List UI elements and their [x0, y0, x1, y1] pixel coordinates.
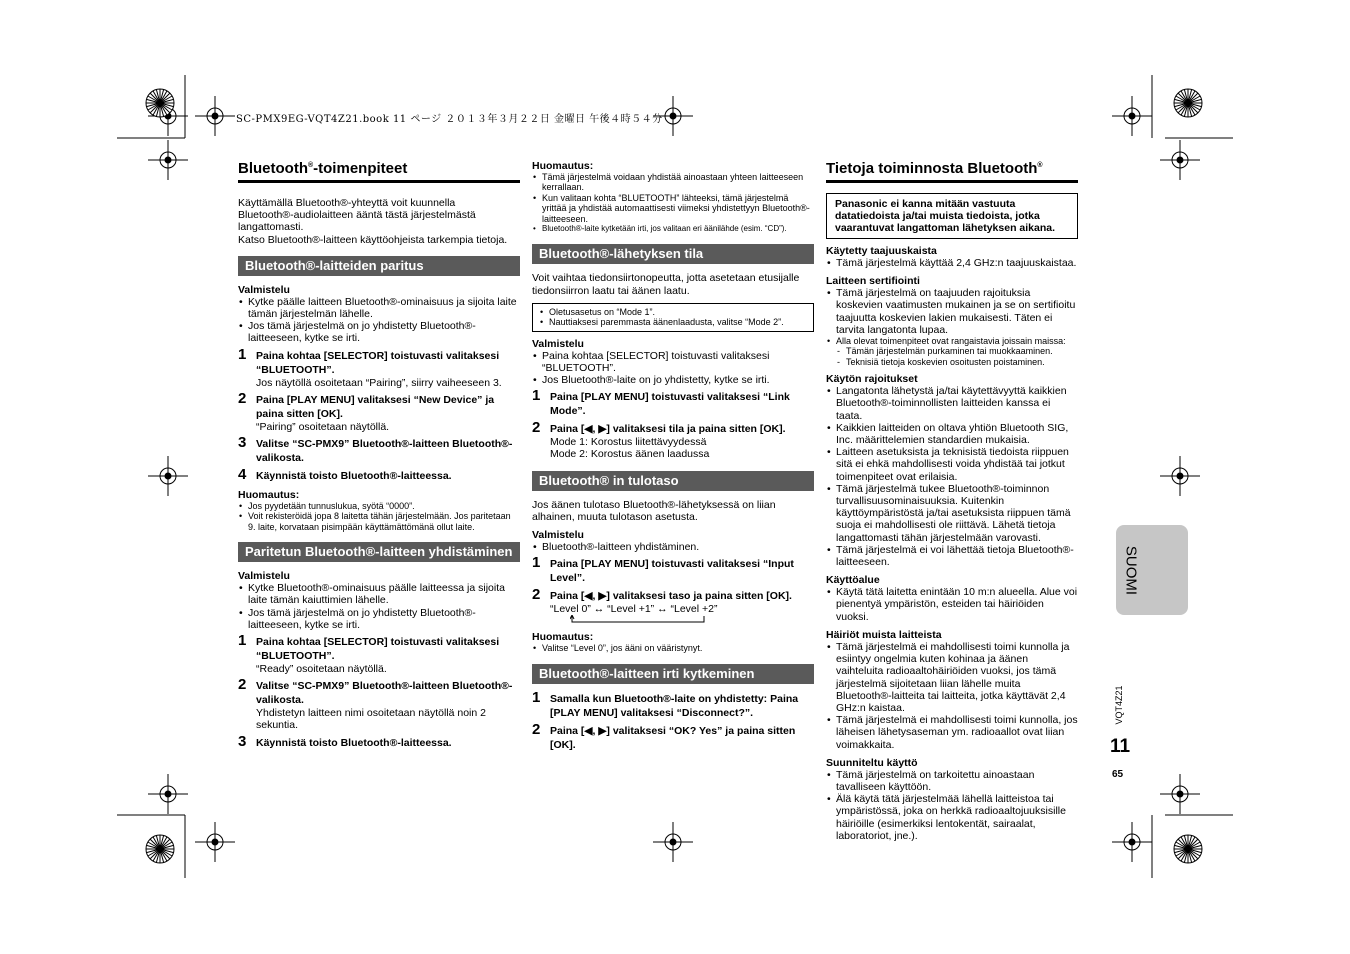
list-item: • Kytke Bluetooth®-ominaisuus päälle laitteessa ja sijoita laite tämän kaiuttimien lähelle.: [238, 582, 520, 606]
prep-label: Valmistelu: [532, 529, 584, 542]
registration-target-icon: [146, 835, 174, 863]
step-1: 1 Paina [PLAY MENU] toistuvasti valitaksesi “Input Level”.: [532, 554, 794, 585]
list-item: • Paina kohtaa [SELECTOR] toistuvasti valitaksesi “BLUETOOTH”.: [532, 350, 814, 374]
note-list: [532, 643, 814, 653]
list-item: • Tämä järjestelmä on taajuuden rajoituksia koskevien vaatimusten mukainen ja se on sertifioitu taajuutta koskevien lakien mukaisesti. Täten ei tarvita langatonta lupaa.: [826, 287, 1078, 336]
freq-label: Käytetty taajuuskaista: [826, 245, 937, 257]
cert-label: Laitteen sertifiointi: [826, 275, 920, 288]
body-text: Voit vaihtaa tiedonsiirtonopeutta, jotta asetetaan etusijalle tiedonsiirron laatu tai äänen laatu.: [532, 272, 800, 297]
registration-target-icon: [1174, 89, 1202, 117]
registration-crosshair-icon: [148, 456, 188, 496]
heading-pairing: Bluetooth®-laitteiden paritus: [238, 256, 520, 276]
list-item: - Tämän järjestelmän purkaminen tai muokkaaminen.: [836, 346, 1078, 356]
heading-transmission-mode: Bluetooth®-lähetyksen tila: [532, 244, 814, 264]
heading-connect-paired: Paritetun Bluetooth®-laitteen yhdistäminen: [238, 542, 520, 562]
step-2: 2 Paina [◀, ▶] valitaksesi taso ja paina sitten [OK]. “Level 0” ↔ “Level +1” ↔ “Level +2”: [532, 589, 814, 625]
note-label: Huomautus:: [238, 489, 300, 502]
prep-label: Valmistelu: [238, 283, 290, 296]
limit-label: Käytön rajoitukset: [826, 373, 918, 386]
registration-crosshair-icon: [1112, 822, 1152, 862]
step-2: 2 Paina [◀, ▶] valitaksesi tila ja paina sitten [OK]. Mode 1: Korostus liitettävyydessä Mode 2: Korostus äänen laadussa: [532, 419, 786, 461]
page-number-small: 65: [1112, 769, 1124, 780]
list-item: • Langatonta lähetystä ja/tai käytettävyyttä kaikkien Bluetooth®-toiminnollisten laitteiden kanssa ei taata.: [826, 385, 1078, 422]
list-item: • Tämä järjestelmä tukee Bluetooth®-toiminnon turvallisuusominaisuuksia. Kuitenkin käyttöympäristöstä ja/tai asetuksista riippuen tämä suoja ei mahdollisesti ole riittävä. Lähetä tietoja langattomasti tähän järjestelmään varovasti.: [826, 483, 1078, 544]
prep-label: Valmistelu: [532, 337, 584, 350]
step-4: 4 Käynnistä toisto Bluetooth®-laitteessa.: [238, 466, 452, 484]
list-item: • Tämä järjestelmä ei voi lähettää tietoja Bluetooth®-laitteeseen.: [826, 544, 1078, 568]
list-item: • Alla olevat toimenpiteet ovat rangaistavia joissain maissa:: [826, 336, 1078, 346]
area-label: Käyttöalue: [826, 574, 880, 587]
list-item: • Jos pyydetään tunnuslukua, syötä “0000”.: [238, 501, 520, 511]
list-item: • Bluetooth®-laitteen yhdistäminen.: [532, 541, 814, 553]
step-2: 2 Paina [PLAY MENU] valitaksesi “New Device” ja paina sitten [OK]. “Pairing” osoitetaan näytöllä.: [238, 389, 495, 433]
list-item: • Bluetooth®-laite kytketään irti, jos valitaan eri äänilähde (esim. “CD”).: [532, 224, 814, 234]
registration-crosshair-icon: [653, 822, 693, 862]
disclaimer-box: Panasonic ei kanna mitään vastuuta datatiedoista ja/tai muista tiedoista, jotka vaarantuvat langattoman lähetyksen aikana.: [826, 193, 1078, 239]
level-cycle-arrow-icon: [570, 615, 710, 625]
list-item: • Tämä järjestelmä käyttää 2,4 GHz:n taajuuskaistaa.: [826, 257, 1078, 269]
list-item: • Tämä järjestelmä on tarkoitettu ainoastaan tavalliseen käyttöön.: [826, 769, 1078, 793]
intro-text: Käyttämällä Bluetooth®-yhteyttä voit kuunnella Bluetooth®-audiolaitteen ääntä tästä järjestelmästä langattomasti. Katso Bluetooth®-laitteen käyttöohjeista tarkempia tietoja.: [238, 197, 508, 246]
list-item: • Tämä järjestelmä ei mahdollisesti toimi kunnolla, jos läheisen lähetysaseman ym. radioaallot ovat liian voimakkaita.: [826, 714, 1078, 751]
registration-crosshair-icon: [1160, 456, 1200, 496]
list-item: • Valitse “Level 0”, jos ääni on vääristynyt.: [532, 643, 814, 653]
prep-list: [532, 350, 814, 387]
list-item: • Jos tämä järjestelmä on jo yhdistetty Bluetooth®-laitteeseen, kytke se irti.: [238, 320, 520, 344]
column-1: [238, 160, 520, 750]
step-1: 1 Paina [PLAY MENU] toistuvasti valitaksesi “Link Mode”.: [532, 387, 790, 418]
registration-target-icon: [146, 89, 174, 117]
list-item: • Nauttiaksesi paremmasta äänenlaadusta, valitse “Mode 2”.: [539, 317, 807, 327]
column-3: [826, 160, 1078, 842]
heading-disconnect: Bluetooth®-laitteen irti kytkeminen: [532, 664, 814, 684]
list-item: • Kun valitaan kohta “BLUETOOTH” lähteeksi, tämä järjestelmä yrittää ja yhdistää automaattisesti viimeksi yhdistettyyn Bluetooth®-laitteeseen.: [532, 193, 814, 224]
list-item: • Tämä järjestelmä ei mahdollisesti toimi kunnolla ja esiintyy ongelmia kuten kohinaa ja äänen vaihteluita radioaaltohäiriöiden vuoksi, jos tämä järjestelmä sijoitetaan liian lähelle muita Bluetooth®-laitteita tai laitteita, jotka käyttävät 2,4 GHz:n kaistaa.: [826, 641, 1078, 714]
step-1: 1 Paina kohtaa [SELECTOR] toistuvasti valitaksesi “BLUETOOTH”. “Ready” osoitetaan näytöllä.: [238, 632, 500, 676]
print-header-line: SC-PMX9EG-VQT4Z21.book 11 ページ ２０１３年３月２２日 金曜日 午後４時５４分: [236, 114, 663, 125]
registration-target-icon: [1174, 835, 1202, 863]
prep-list: [238, 582, 520, 631]
prep-list: [238, 296, 520, 345]
registration-crosshair-icon: [148, 140, 188, 180]
body-text: Jos äänen tulotaso Bluetooth®-lähetyksessä on liian alhainen, muuta tulotason asetusta.: [532, 498, 776, 523]
step-2: 2 Paina [◀, ▶] valitaksesi “OK? Yes” ja paina sitten [OK].: [532, 720, 796, 751]
heading-input-level: Bluetooth® in tulotaso: [532, 471, 814, 491]
list-item: - Teknisiä tietoja koskevien osoitusten poistaminen.: [836, 357, 1078, 367]
note-list: [532, 172, 814, 234]
step-2: 2 Valitse “SC-PMX9” Bluetooth®-laitteen Bluetooth®-valikosta. Yhdistetyn laitteen nimi osoitetaan näytöllä noin 2 sekuntia.: [238, 676, 513, 732]
language-tab-label: SUOMI: [1122, 545, 1140, 596]
registration-crosshair-icon: [1112, 96, 1152, 136]
step-1: 1 Paina kohtaa [SELECTOR] toistuvasti valitaksesi “BLUETOOTH”. Jos näytöllä osoitetaan “Pairing”, siirry vaiheeseen 3.: [238, 345, 502, 389]
step-1: 1 Samalla kun Bluetooth®-laite on yhdistetty: Paina [PLAY MENU] valitaksesi “Disconnect?”.: [532, 688, 799, 719]
list-item: • Voit rekisteröidä jopa 8 laitetta tähän järjestelmään. Jos paritetaan 9. laite, korvataan pisimpään käyttämättömänä ollut laite.: [238, 511, 520, 532]
interference-label: Häiriöt muista laitteista: [826, 628, 942, 641]
note-label: Huomautus:: [532, 631, 594, 644]
list-item: • Laitteen asetuksista ja teknisistä tiedoista riippuen sitä ei ehkä mahdollisesti voida yhdistää tai jotkut toimenpiteet ovat erilaisia.: [826, 446, 1078, 483]
prep-label: Valmistelu: [238, 570, 290, 583]
list-item: • Käytä tätä laitetta enintään 10 m:n alueella. Alue voi pienentyä ympäristön, esteiden tai häiriöiden vuoksi.: [826, 586, 1078, 623]
page-number: 11: [1110, 736, 1131, 757]
registration-crosshair-icon: [195, 96, 235, 136]
step-3: 3 Valitse “SC-PMX9” Bluetooth®-laitteen Bluetooth®-valikosta.: [238, 434, 513, 465]
registration-crosshair-icon: [1160, 774, 1200, 814]
info-box: [532, 303, 814, 332]
registration-crosshair-icon: [195, 822, 235, 862]
registration-crosshair-icon: [1160, 140, 1200, 180]
list-item: • Tämä järjestelmä voidaan yhdistää ainoastaan yhteen laitteeseen kerrallaan.: [532, 172, 814, 193]
list-item: • Jos Bluetooth®-laite on jo yhdistetty, kytke se irti.: [532, 374, 814, 386]
section-title-about-bluetooth: Tietoja toiminnosta Bluetooth®: [826, 160, 1078, 183]
section-title-bluetooth-operations: Bluetooth®-toimenpiteet: [238, 160, 520, 183]
list-item: • Oletusasetus on “Mode 1”.: [539, 307, 807, 317]
list-item: • Älä käytä tätä järjestelmää lähellä laitteistoa tai ympäristössä, joka on herkkä radioaaltojuuksisille häiriöille (esimerkiksi lentokentät, sairaalat, laboratoriot, jne.).: [826, 793, 1078, 842]
note-list: [238, 501, 520, 532]
prep-list: [532, 541, 814, 553]
step-3: 3 Käynnistä toisto Bluetooth®-laitteessa.: [238, 732, 452, 750]
doc-code: VQT4Z21: [1114, 685, 1124, 725]
column-2: [532, 160, 814, 752]
intended-use-label: Suunniteltu käyttö: [826, 756, 918, 769]
list-item: • Kaikkien laitteiden on oltava yhtiön Bluetooth SIG, Inc. määrittelemien standardien mukaisia.: [826, 422, 1078, 446]
note-label: Huomautus:: [532, 160, 594, 172]
list-item: • Jos tämä järjestelmä on jo yhdistetty Bluetooth®-laitteeseen, kytke se irti.: [238, 607, 520, 631]
list-item: • Kytke päälle laitteen Bluetooth®-ominaisuus ja sijoita laite tämän järjestelmän lähelle.: [238, 296, 520, 320]
registration-crosshair-icon: [148, 774, 188, 814]
